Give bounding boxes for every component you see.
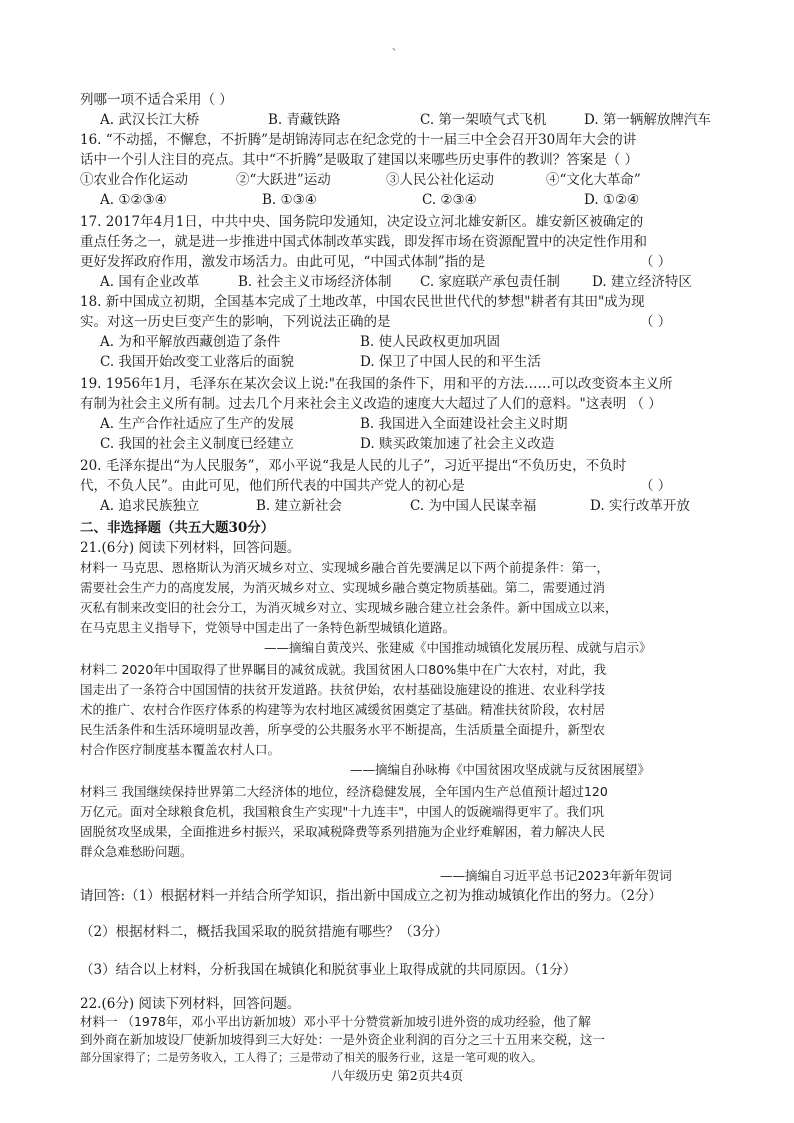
q17-line1: 17. 2017年4月1日，中共中央、国务院印发通知，决定设立河北雄安新区。雄安新区被确定的: [80, 214, 644, 230]
q16-option-b: B. ①③④: [262, 192, 317, 208]
q21-m2-line4: 民生活条件和生活环境明显改善，所享受的公共服务水平不断提高，生活质量全面提升，新型农: [80, 722, 606, 737]
q16-line1: 16. “不动摇，不懈怠，不折腾”是胡锦涛同志在纪念党的十一届三中全会召开30周年大会的讲: [80, 132, 637, 148]
q21-m1-line1: 材料一 马克思、恩格斯认为消灭城乡对立、实现城乡融合首先要满足以下两个前提条件：第一，: [80, 560, 609, 575]
q15-option-d: D. 第一辆解放牌汽车: [584, 112, 711, 128]
q21-m3-line4: 群众急难愁盼问题。: [80, 844, 193, 859]
q21-m3-line3: 固脱贫攻坚成果，全面推进乡村振兴，采取减税降费等系列措施为企业纾难解困，着力解决人民: [80, 824, 606, 839]
q15-stem: 列哪一项不适合采用（ ）: [80, 92, 233, 108]
q17-option-a: A. 国有企业改革: [100, 274, 200, 290]
q20-answer-paren: （ ）: [640, 478, 672, 494]
section-heading: 二、非选择题（共五大题30分）: [80, 520, 275, 536]
q21-question-1: 请回答:（1）根据材料一并结合所学知识，指出新中国成立之初为推动城镇化作出的努力。（2分）: [80, 888, 662, 904]
top-mark: 、: [392, 42, 402, 53]
q20-option-c: C. 为中国人民谋幸福: [410, 498, 537, 514]
q21-m3-line1: 材料三 我国继续保持世界第二大经济体的地位，经济稳健发展，全年国内生产总值预计超过120: [80, 784, 608, 799]
q18-option-b: B. 使人民政权更加巩固: [360, 334, 501, 350]
q16-option-a: A. ①②③④: [100, 192, 167, 208]
q17-option-c: C. 家庭联产承包责任制: [420, 274, 560, 290]
q16-item-4: ④“文化大革命”: [546, 172, 641, 188]
q20-line2: 代，不负人民”。由此可见，他们所代表的中国共产党人的初心是: [80, 478, 465, 494]
q20-option-b: B. 建立新社会: [256, 498, 343, 514]
q15-option-a: A. 武汉长江大桥: [100, 112, 200, 128]
q16-option-d: D. ①②④: [584, 192, 640, 208]
q21-m1-line3: 灭私有制来改变旧的社会分工，为消灭城乡对立、实现城乡融合建立社会条件。新中国成立以来，: [80, 600, 618, 615]
q21-m3-line2: 万亿元。面对全球粮食危机，我国粮食生产实现"十九连丰"，中国人的饭碗端得更牢了。我们巩: [80, 804, 605, 819]
q21-head: 21.(6分) 阅读下列材料，回答问题。: [80, 540, 301, 556]
q21-m1-line2: 需要社会生产力的高度发展，为消灭城乡对立、实现城乡融合奠定物质基础。第二，需要通过消: [80, 580, 606, 595]
q21-m1-source: ——摘编自黄茂兴、张建威《中国推动城镇化发展历程、成就与启示》: [264, 640, 652, 655]
q19-option-c: C. 我国的社会主义制度已经建立: [100, 436, 294, 452]
q17-option-d: D. 建立经济特区: [592, 274, 692, 290]
page-footer: 八年级历史 第2页共4页: [330, 1068, 464, 1083]
q21-m2-line5: 村合作医疗制度基本覆盖农村人口。: [80, 742, 281, 757]
q16-item-1: ①农业合作化运动: [80, 172, 188, 188]
q22-m1-line3: 部分国家得了；二是劳务收入，工人得了；三是带动了相关的服务行业，这是一笔可观的收入。: [80, 1051, 542, 1064]
q16-line2: 话中一个引人注目的亮点。其中“不折腾”是吸取了建国以来哪些历史事件的教训？答案是（ ）: [80, 152, 639, 168]
q18-answer-paren: （ ）: [640, 314, 672, 330]
q21-m2-line3: 术的推广、农村合作医疗体系的构建等为农村地区减缓贫困奠定了基础。精准扶贫阶段，农村居: [80, 702, 606, 717]
q21-question-3: （3）结合以上材料，分析我国在城镇化和脱贫事业上取得成就的共同原因。（1分）: [80, 962, 577, 978]
q17-line3: 更好发挥政府作用，激发市场活力。由此可见，“中国式体制”指的是: [80, 254, 486, 270]
q22-m1-line1: 材料一 （1978年，邓小平出访新加坡）邓小平十分赞赏新加坡引进外资的成功经验，他了解: [80, 1014, 591, 1029]
q16-item-2: ②“大跃进”运动: [236, 172, 331, 188]
q19-option-a: A. 生产合作社适应了生产的发展: [100, 416, 294, 432]
q18-line2: 实。对这一历史巨变产生的影响，下列说法正确的是: [80, 314, 391, 330]
q16-item-3: ③人民公社化运动: [386, 172, 494, 188]
q17-answer-paren: （ ）: [640, 254, 672, 270]
q21-m1-line4: 在马克思主义指导下，党领导中国走出了一条特色新型城镇化道路。: [80, 620, 456, 635]
q18-option-c: C. 我国开始改变工业落后的面貌: [100, 354, 294, 370]
q21-m2-line1: 材料二 2020年中国取得了世界瞩目的减贫成就。我国贫困人口80%集中在广大农村，对此，我: [80, 662, 607, 677]
q16-option-c: C. ②③④: [422, 192, 477, 208]
q19-line2: 有制为社会主义所有制。过去几个月来社会主义改造的速度大大超过了人们的意料。"这表明 （ ）: [80, 396, 662, 412]
q19-option-d: D. 赎买政策加速了社会主义改造: [360, 436, 555, 452]
q19-option-b: B. 我国进入全面建设社会主义时期: [360, 416, 568, 432]
q22-m1-line2: 到外商在新加坡设厂使新加坡得到三大好处：一是外资企业利润的百分之三十五用来交税，这一: [80, 1032, 606, 1047]
q18-option-a: A. 为和平解放西藏创造了条件: [100, 334, 281, 350]
q21-m2-line2: 国走出了一条符合中国国情的扶贫开发道路。扶贫伊始，农村基础设施建设的推进、农业科学技: [80, 682, 606, 697]
q21-m2-source: ——摘编自孙咏梅《中国贫困攻坚成就与反贫困展望》: [350, 762, 651, 777]
q21-question-2: （2）根据材料二，概括我国采取的脱贫措施有哪些？（3分）: [80, 924, 449, 940]
q19-line1: 19. 1956年1月，毛泽东在某次会议上说:"在我国的条件下，用和平的方法……可以改变资本主义所: [80, 376, 673, 392]
q18-line1: 18. 新中国成立初期，全国基本完成了土地改革，中国农民世世代代的梦想"耕者有其田"成为现: [80, 294, 645, 310]
q21-m3-source: ——摘编自习近平总书记2023年新年贺词: [440, 868, 672, 883]
q15-option-b: B. 青藏铁路: [268, 112, 341, 128]
q20-option-d: D. 实行改革开放: [590, 498, 690, 514]
q17-line2: 重点任务之一，就是进一步推进中国式体制改革实践，即发挥市场在资源配置中的决定性作用和: [80, 234, 647, 250]
q17-option-b: B. 社会主义市场经济体制: [238, 274, 392, 290]
q20-line1: 20. 毛泽东提出“为人民服务”，邓小平说“我是人民的儿子”，习近平提出“不负历史，不负时: [80, 458, 627, 474]
q22-head: 22.(6分) 阅读下列材料，回答问题。: [80, 996, 301, 1012]
q18-option-d: D. 保卫了中国人民的和平生活: [360, 354, 541, 370]
q20-option-a: A. 追求民族独立: [100, 498, 200, 514]
q15-option-c: C. 第一架喷气式飞机: [420, 112, 547, 128]
